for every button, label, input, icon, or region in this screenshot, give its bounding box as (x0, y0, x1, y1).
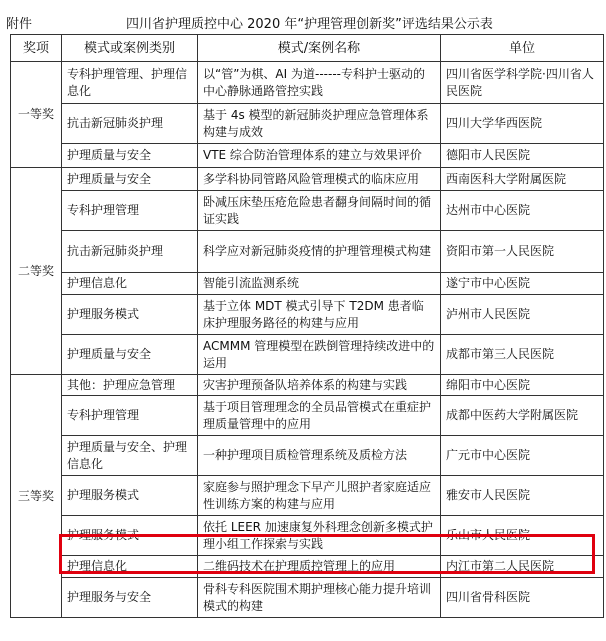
unit-cell: 内江市第二人民医院 (441, 556, 604, 578)
name-cell: VTE 综合防治管理体系的建立与效果评价 (198, 144, 441, 168)
table-header-row (11, 35, 604, 62)
table-row (11, 168, 604, 191)
table-row (11, 396, 604, 436)
table-row (11, 335, 604, 375)
category-cell: 护理服务模式 (62, 476, 198, 516)
name-cell: 二维码技术在护理质控管理上的应用 (198, 556, 441, 578)
table-row (11, 436, 604, 476)
category-cell: 护理信息化 (62, 273, 198, 295)
name-cell: 灾害护理预备队培养体系的构建与实践 (198, 375, 441, 396)
category-cell: 护理质量与安全 (62, 335, 198, 375)
table-row (11, 295, 604, 335)
name-cell: 科学应对新冠肺炎疫情的护理管理模式构建 (198, 231, 441, 273)
category-cell: 抗击新冠肺炎护理 (62, 104, 198, 144)
award-third: 三等奖 (11, 375, 62, 618)
table-row (11, 375, 604, 396)
category-cell: 护理质量与安全、护理信息化 (62, 436, 198, 476)
unit-cell: 绵阳市中心医院 (441, 375, 604, 396)
table-row (11, 104, 604, 144)
category-cell: 专科护理管理 (62, 396, 198, 436)
unit-cell: 遂宁市中心医院 (441, 273, 604, 295)
unit-cell: 四川大学华西医院 (441, 104, 604, 144)
category-cell: 护理服务模式 (62, 516, 198, 556)
page-header (0, 0, 606, 34)
name-cell: 智能引流监测系统 (198, 273, 441, 295)
name-cell: 多学科协同管路风险管理模式的临床应用 (198, 168, 441, 191)
category-cell: 护理服务与安全 (62, 578, 198, 618)
table-row (11, 556, 604, 578)
unit-cell: 达州市中心医院 (441, 191, 604, 231)
category-cell: 护理质量与安全 (62, 144, 198, 168)
unit-cell: 乐山市人民医院 (441, 516, 604, 556)
category-cell: 抗击新冠肺炎护理 (62, 231, 198, 273)
name-cell: ACMMM 管理模型在跌倒管理持续改进中的运用 (198, 335, 441, 375)
table-row-highlighted (11, 516, 604, 556)
category-cell: 护理信息化 (62, 556, 198, 578)
name-cell: 基于 4s 模型的新冠肺炎护理应急管理体系构建与成效 (198, 104, 441, 144)
unit-cell: 成都中医药大学附属医院 (441, 396, 604, 436)
category-cell: 专科护理管理、护理信息化 (62, 62, 198, 104)
name-cell: 基于立体 MDT 模式引导下 T2DM 患者临床护理服务路径的构建与应用 (198, 295, 441, 335)
name-cell: 基于项目管理理念的全员品管模式在重症护理质量管理中的应用 (198, 396, 441, 436)
name-cell: 依托 LEER 加速康复外科理念创新多模式护理小组工作探索与实践 (198, 516, 441, 556)
category-cell: 护理质量与安全 (62, 168, 198, 191)
unit-cell: 成都市第三人民医院 (441, 335, 604, 375)
column-header-unit: 单位 (441, 35, 604, 62)
unit-cell: 德阳市人民医院 (441, 144, 604, 168)
results-table (10, 34, 604, 618)
unit-cell: 四川省医学科学院·四川省人民医院 (441, 62, 604, 104)
unit-cell: 雅安市人民医院 (441, 476, 604, 516)
name-cell: 卧减压床垫压疮危险患者翻身间隔时间的循证实践 (198, 191, 441, 231)
category-cell: 专科护理管理 (62, 191, 198, 231)
table-row (11, 578, 604, 618)
table-row (11, 476, 604, 516)
unit-cell: 泸州市人民医院 (441, 295, 604, 335)
award-first: 一等奖 (11, 62, 62, 168)
page-title: 四川省护理质控中心 2020 年“护理管理创新奖”评选结果公示表 (126, 17, 493, 32)
table-row (11, 231, 604, 273)
column-header-name: 模式/案例名称 (198, 35, 441, 62)
name-cell: 家庭参与照护理念下早产儿照护者家庭适应性训练方案的构建与应用 (198, 476, 441, 516)
name-cell: 一种护理项目质检管理系统及质检方法 (198, 436, 441, 476)
unit-cell: 广元市中心医院 (441, 436, 604, 476)
category-cell: 其他：护理应急管理 (62, 375, 198, 396)
table-row (11, 62, 604, 104)
unit-cell: 资阳市第一人民医院 (441, 231, 604, 273)
attachment-label: 附件 (6, 17, 33, 32)
category-cell: 护理服务模式 (62, 295, 198, 335)
column-header-category: 模式或案例类别 (62, 35, 198, 62)
award-second: 二等奖 (11, 168, 62, 375)
unit-cell: 四川省骨科医院 (441, 578, 604, 618)
column-header-award: 奖项 (11, 35, 62, 62)
name-cell: 以“管”为棋、AI 为道------专科护士驱动的中心静脉通路管控实践 (198, 62, 441, 104)
name-cell: 骨科专科医院围术期护理核心能力提升培训模式的构建 (198, 578, 441, 618)
table-row (11, 273, 604, 295)
table-row (11, 144, 604, 168)
table-row (11, 191, 604, 231)
unit-cell: 西南医科大学附属医院 (441, 168, 604, 191)
